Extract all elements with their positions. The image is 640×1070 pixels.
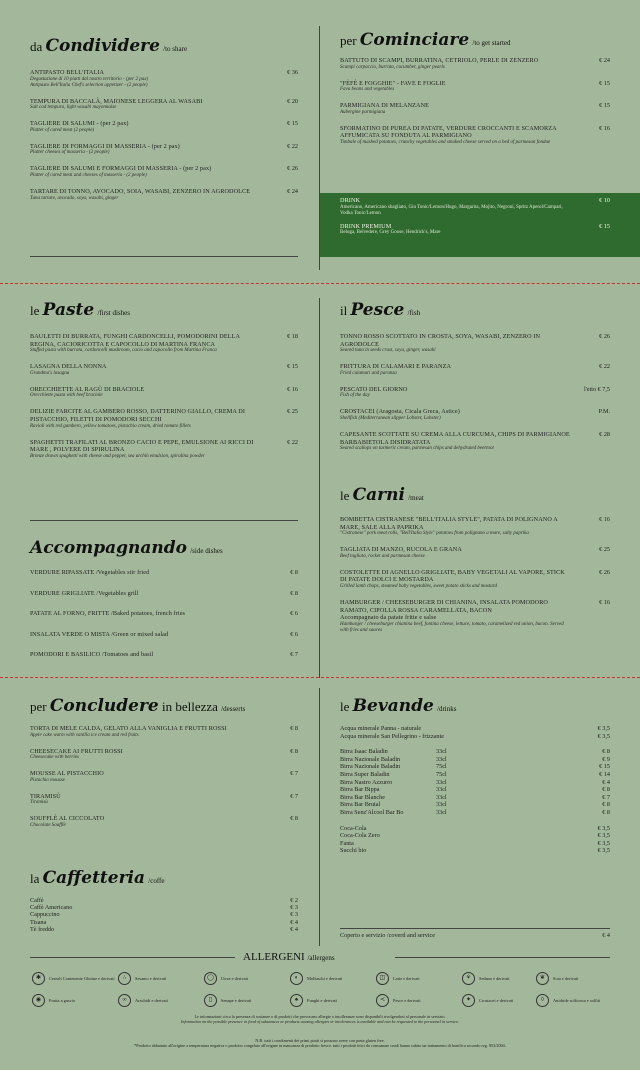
column-divider — [319, 298, 320, 678]
allergen-label: Soia e derivati — [553, 976, 579, 981]
menu-item — [30, 143, 298, 157]
section-title: le Carni /meat — [340, 485, 424, 505]
allergen-label: Uova e derivati — [221, 976, 249, 981]
item-name: MOUSSE AL PISTACCHIO — [30, 770, 104, 778]
beverage-price: € 8 — [602, 801, 610, 809]
beverage-item — [340, 809, 610, 817]
beverage-price: € 14 — [599, 770, 610, 778]
beverage-name: Birra Nazionale Baladin — [340, 755, 401, 763]
item-name: TAGLIERE DI SALUMI E FORMAGGI DI MASSERIA - (per 2 pax) — [30, 165, 212, 173]
menu-item — [340, 333, 610, 354]
item-name: LASAGNA DELLA NONNA — [30, 363, 107, 371]
item-name: FRITTURA DI CALAMARI E PARANZA — [340, 363, 452, 371]
menu-item — [30, 120, 298, 134]
mustard-icon: ▯ — [204, 994, 217, 1007]
beverage-size: 75cl — [436, 770, 447, 778]
coffee-name: Tè freddo — [30, 925, 55, 933]
beverage-item — [340, 801, 610, 809]
menu-item — [340, 80, 610, 94]
item-price: € 26 — [599, 568, 610, 576]
item-name: TAGLIERE DI FORMAGGI DI MASSERIA - (per 2 pax) — [30, 142, 180, 150]
item-description: Chocolate Soufflè — [30, 822, 66, 828]
menu-item — [30, 610, 298, 618]
crustacean-icon: ✦ — [462, 994, 475, 1007]
coffee-item — [30, 919, 298, 926]
allergen-label: Senape e derivati — [221, 998, 252, 1003]
allergen-item — [118, 994, 202, 1007]
dessert-section — [30, 698, 298, 829]
item-name: TAGLIERE DI SALUMI - (per 2 pax) — [30, 120, 129, 128]
beverage-size: 75cl — [436, 763, 447, 771]
item-name: CROSTACEI (Aragosta, Cicala Greca, Astice) — [340, 408, 460, 416]
item-name: VERDURE GRIGLIATE /Vegetables grill — [30, 589, 139, 597]
beverage-item — [340, 847, 610, 855]
item-price: € 24 — [599, 57, 610, 64]
item-name: PESCATO DEL GIORNO — [340, 385, 408, 393]
item-price: € 16 — [599, 598, 610, 606]
item-description: Timbale of mashed potatoes, crunchy vegetables and smoked cheese served on a bed of parmesan fondue — [340, 139, 551, 145]
allergen-item — [462, 972, 546, 985]
coffee-section — [30, 870, 298, 933]
item-description: Orecchiette pasta with beef braciole — [30, 393, 103, 399]
beverage-name: Coca-Cola Zero — [340, 832, 380, 840]
item-description: Americano, Americano sbagliato, Gin Tonic/Lemon/Hugo, Margarita, Mojito, Negroni, Spritz Aperol/Campari, Vodka Tonic/Lemon — [340, 204, 563, 216]
item-name: BOMBETTA CISTRANESE "BELL'ITALIA STYLE", PATATA DI POLIGNANO A MARE, SALE ALLA PAPRIKA — [340, 516, 558, 531]
item-price: € 18 — [287, 333, 298, 340]
section-title: Accompagnando /side dishes — [30, 538, 223, 558]
menu-item — [30, 188, 298, 202]
menu-item — [30, 651, 298, 659]
mushroom-icon: ♠ — [290, 994, 303, 1007]
item-price: € 8 — [290, 725, 298, 732]
section-rule — [340, 928, 610, 929]
beverage-item — [340, 786, 610, 794]
item-price: € 7 — [290, 651, 298, 659]
item-price: € 10 — [599, 197, 610, 204]
item-name: VERDURE RIPASSATE /Vegetables stir fried — [30, 569, 150, 576]
menu-item — [30, 69, 298, 89]
menu-item — [30, 793, 298, 807]
item-name: CHEESECAKE AI FRUTTI ROSSI — [30, 747, 123, 755]
allergen-label: Sesamo e derivati — [135, 976, 167, 981]
section-title: per Cominciare /to get started — [340, 30, 511, 50]
item-price: € 15 — [599, 222, 610, 230]
item-description: Platter of cured meat (2 people) — [30, 127, 95, 133]
menu-item — [30, 590, 298, 598]
fish-icon: ≺ — [376, 994, 389, 1007]
item-description: Hamburger / cheeseburger chianina beef, fontina cheese, lettuce, tomato, caramelized red onion, bacon. Served with fries and sauces — [340, 621, 564, 633]
item-name: Accompagnato da patate fritte e salse — [340, 614, 437, 622]
section-title: il Pesce /fish — [340, 300, 421, 320]
allergen-item — [290, 972, 374, 985]
item-description: Antipasto Bell'Italia Chef's selection appetizer - (2 people) — [30, 82, 148, 88]
item-description: Degustazione di 10 piatti dal nostro territorio - (per 2 pax) — [30, 76, 149, 82]
item-price: € 20 — [287, 97, 298, 105]
item-price: € 24 — [287, 187, 298, 195]
coffee-price: € 3 — [290, 911, 298, 919]
item-name: POMODORI E BASILICO /Tomatoes and basil — [30, 651, 154, 659]
allergen-label: Cereali Contenente Glutine e derivati — [49, 976, 115, 981]
nut-icon: ◉ — [32, 994, 45, 1007]
allergen-label: Arachidi e derivati — [135, 998, 168, 1003]
start-section — [340, 32, 610, 146]
item-description: Seared tuna in seeds crust, soya, ginger, wasabi — [340, 348, 436, 354]
beverages-section — [340, 698, 610, 855]
menu-item — [340, 223, 610, 237]
section-divider — [0, 283, 640, 284]
beverage-price: € 3,5 — [597, 839, 610, 847]
menu-item — [340, 197, 610, 217]
item-price: € 36 — [287, 69, 298, 76]
item-price: € 8 — [290, 589, 298, 597]
item-description: Fava beans and vegetables — [340, 87, 395, 93]
beverage-item — [340, 725, 610, 733]
item-name: DRINK — [340, 197, 361, 204]
beverage-name: Birra Isaac Baladin — [340, 748, 388, 756]
item-description: Apple cake warm with vanilla ice cream and red fruits — [30, 732, 139, 738]
share-section — [30, 38, 298, 202]
item-name: BAULETTI DI BURRATA, FUNGHI CARDONCELLI, POMODORINI DELLA REGINA, CACIORICOTTA E CAPOCOLLO DI MARTINA FRANCA — [30, 333, 240, 348]
beverage-name: Birra Super Baladin — [340, 770, 390, 778]
beverage-price: € 3,5 — [597, 725, 610, 732]
coffee-price: € 3 — [290, 904, 298, 912]
item-price: € 15 — [287, 120, 298, 128]
item-price: € 25 — [287, 408, 298, 416]
menu-item — [340, 516, 610, 537]
beverage-item — [340, 794, 610, 802]
menu-item — [30, 165, 298, 179]
item-name: DRINK PREMIUM — [340, 222, 392, 230]
item-name: PATATE AL FORNO, FRITTE /Baked potatoes, french fries — [30, 610, 186, 618]
item-price: € 26 — [287, 165, 298, 173]
item-description: Cheesecake with berries — [30, 755, 79, 761]
beverage-item — [340, 825, 610, 833]
item-name: BATTUTO DI SCAMPI, BURRATINA, CETRIOLO, PERLE DI ZENZERO — [340, 57, 539, 64]
beverage-price: € 8 — [602, 808, 610, 816]
beverage-item — [340, 748, 610, 756]
beverage-size: 33cl — [436, 755, 447, 763]
item-name: CAPESANTE SCOTTATE SU CREMA ALLA CURCUMA, CHIPS DI PARMIGIANOE BARBABIETOLA DISIDRATATA — [340, 430, 570, 446]
beverage-item — [340, 832, 610, 840]
allergen-item — [204, 972, 288, 985]
beverage-item — [340, 733, 610, 741]
item-price: € 15 — [599, 102, 610, 110]
item-description: Fried calamari and paranza — [340, 370, 397, 376]
beverage-size: 33cl — [436, 778, 447, 786]
celery-icon: ⚘ — [462, 972, 475, 985]
coffee-item — [30, 926, 298, 933]
item-description: Grilled lamb chops, steamed baby vegetables, sweet potato sticks and mustard — [340, 583, 498, 589]
item-name: TEMPURA DI BACCALÀ, MAIONESE LEGGERA AL WASABI — [30, 97, 203, 105]
allergen-rule-left — [30, 957, 235, 958]
sulphite-icon: ◊ — [536, 994, 549, 1007]
item-name: TONNO ROSSO SCOTTATO IN CROSTA, SOYA, WASABI, ZENZERO IN AGRODOLCE — [340, 333, 541, 348]
drinks-box — [320, 193, 640, 257]
footer-note: Le informazioni circa la presenza di sostanze o di prodotti che provocano allergie o intolleranze sono disponibili rivolgendosi al personale in servizio. Information on the possible presence in food of substances or products causing allergies or intolerances is available and can be requested to the personnel in service. — [180, 1014, 460, 1025]
item-price: € 15 — [287, 363, 298, 371]
column-divider — [319, 688, 320, 946]
beverage-name: Birra Nazionale Baladin — [340, 763, 401, 771]
beverage-price: € 7 — [602, 793, 610, 801]
menu-item — [30, 569, 298, 577]
beverage-item — [340, 763, 610, 771]
section-title: per Concludere in bellezza /desserts — [30, 696, 246, 716]
allergen-item — [32, 994, 116, 1007]
item-description: Stuffed pasta with burrata, cardoncelli mushroom, cacio and capocollo from Martina Franca — [30, 348, 217, 354]
beverage-item — [340, 756, 610, 764]
allergen-item — [536, 994, 626, 1007]
sides-section — [30, 540, 298, 659]
allergen-label: Pesce e derivati — [393, 998, 421, 1003]
item-price: € 25 — [599, 546, 610, 554]
item-price: € 22 — [287, 438, 298, 446]
beverage-name: Acqua minerale Panna - naturale — [340, 725, 422, 732]
item-description: Beluga, Belvedere, Grey Goose, Hendrick's, Mare — [340, 230, 441, 236]
allergen-label: Sedano e derivati — [479, 976, 510, 981]
menu-item — [340, 408, 610, 422]
item-description: Salt cod tempura, light wasabi mayonnaise — [30, 105, 117, 111]
item-name: INSALATA VERDE O MISTA /Green or mixed salad — [30, 630, 169, 638]
menu-item — [340, 363, 610, 377]
allergen-label: Funghi e derivati — [307, 998, 337, 1003]
menu-item — [30, 98, 298, 112]
item-price: € 22 — [287, 142, 298, 150]
item-price: € 8 — [290, 815, 298, 823]
allergen-item — [204, 994, 288, 1007]
beverage-item — [340, 779, 610, 787]
allergen-label: Latte e derivati — [393, 976, 420, 981]
section-rule — [30, 256, 298, 257]
item-price: P.M. — [598, 408, 610, 416]
beverage-name: Birra Bar Blanche — [340, 793, 386, 801]
menu-item — [30, 333, 298, 354]
item-price: € 6 — [290, 630, 298, 638]
meat-section — [340, 487, 610, 634]
soy-icon: ❦ — [536, 972, 549, 985]
coffee-price: € 4 — [290, 918, 298, 926]
item-price: € 15 — [599, 79, 610, 87]
beverage-price: € 9 — [602, 755, 610, 763]
menu-item — [340, 386, 610, 400]
beverage-item — [340, 771, 610, 779]
section-title: la Caffetteria /coffe — [30, 868, 165, 888]
cover-charge: Coperto e servizio /coverd and service € 4 — [340, 932, 610, 939]
item-description: Tuna tartare, avocado, soya, wasabi, ginger — [30, 195, 119, 201]
item-name: TAGLIATA DI MANZO, RUCOLA E GRANA — [340, 546, 462, 554]
allergen-item — [32, 972, 116, 985]
menu-item — [30, 386, 298, 400]
section-title: da Condividere /to share — [30, 36, 188, 56]
beverage-size: 33cl — [436, 748, 447, 756]
section-title: le Bevande /drinks — [340, 696, 457, 716]
allergen-item — [536, 972, 626, 985]
wheat-icon: ✱ — [32, 972, 45, 985]
beverage-size: 33cl — [436, 793, 447, 801]
menu-item — [340, 546, 610, 560]
item-price: € 26 — [599, 333, 610, 340]
egg-icon: ◯ — [204, 972, 217, 985]
item-description: Seared scallops on turmeric cream, parmesan chips and dehydrated beetroot — [340, 446, 494, 452]
item-name: SOUFFLÈ AL CICCOLATO — [30, 815, 105, 823]
item-description: Shellfish (Mediterranean slipper Lobster, Lobster) — [340, 415, 441, 421]
allergen-label: Anidride solforosa e solfiti — [553, 998, 601, 1003]
menu-item — [340, 57, 610, 71]
allergen-label: Frutta a guscio — [49, 998, 76, 1003]
beverage-price: € 4 — [602, 778, 610, 786]
item-name: HAMBURGER / CHEESEBURGER DI CHIANINA, INSALATA POMODORO RAMATO, CIPOLLA ROSSA CARAMELLATA, BACON — [340, 598, 548, 614]
menu-item — [340, 599, 610, 634]
allergen-item — [462, 994, 546, 1007]
item-price: € 7 — [290, 770, 298, 778]
beverage-price: € 3,5 — [597, 832, 610, 840]
item-description: Platter of cured meat and cheeses of masseria - (2 people) — [30, 172, 147, 178]
item-description: Ravioli with red gambero, yellow tomatoes, pistachio cream, dried tomato fillets — [30, 423, 191, 429]
item-description: Pistachio mousse — [30, 777, 65, 783]
coffee-name: Caffè — [30, 897, 44, 904]
beverage-price: € 8 — [602, 786, 610, 794]
beverage-name: Birra Bar Brutal — [340, 801, 381, 809]
item-description: Tiramisù — [30, 800, 48, 806]
allergen-rule-right — [395, 957, 610, 958]
allergens-title: ALLERGENI /allergens — [243, 951, 335, 963]
section-divider — [0, 677, 640, 678]
item-name: ANTIPASTO BELL'ITALIA — [30, 69, 105, 76]
item-name: DELIZIE FARCITE AL GAMBERO ROSSO, DATTERINO GIALLO, CREMA DI PISTACCHIO, FILETTI DI POMODORI SECCHI — [30, 408, 245, 423]
item-name: ORECCHIETTE AL RAGÙ DI BRACIOLE — [30, 385, 145, 393]
coffee-name: Caffè Americano — [30, 904, 73, 912]
coffee-price: € 2 — [290, 897, 298, 904]
item-name: PARMIGIANA DI MELANZANE — [340, 102, 430, 110]
menu-item — [30, 725, 298, 739]
beverage-name: Birra Bar Bippa — [340, 786, 380, 794]
menu-item — [30, 748, 298, 762]
menu-item — [30, 815, 298, 829]
allergen-label: Molluschi e derivati — [307, 976, 343, 981]
item-price: € 7 — [290, 792, 298, 800]
beverage-price: € 8 — [602, 748, 610, 756]
coffee-item — [30, 897, 298, 904]
item-name: COSTOLETTE DI AGNELLO GRIGLIATE, BABY VEGETALI AL VAPORE, STICK DI PATATE DOLCI E MOSTARDA — [340, 568, 565, 584]
menu-item — [340, 569, 610, 590]
allergen-item — [376, 994, 460, 1007]
item-price: € 8 — [290, 569, 298, 576]
item-price: € 8 — [290, 747, 298, 755]
beverage-size: 33cl — [436, 801, 447, 809]
section-title: le Paste /first dishes — [30, 300, 130, 320]
item-name: SFORMATINO DI PUREA DI PATATE, VERDURE CROCCANTI E SCAMORZA AFFUMICATA SU FONDUTA AL PARMIGIANO — [340, 124, 557, 140]
beverage-size: 33cl — [436, 808, 447, 816]
item-description: Aubergine parmigiana — [340, 109, 386, 115]
item-description: Bronze drawn spaghetti with cheese and pepper, sea urchin emulsion, spirulina powder — [30, 453, 205, 459]
beverage-name: Birra Nastro Azzurro — [340, 778, 393, 786]
sesame-icon: ∴ — [118, 972, 131, 985]
beverage-name: Birra Senz'Alcool Bar Bo — [340, 808, 404, 816]
allergen-item — [290, 994, 374, 1007]
item-description: Grandma's lasagna — [30, 370, 70, 376]
menu-item — [30, 770, 298, 784]
menu-item — [30, 631, 298, 639]
beverage-item — [340, 840, 610, 848]
item-price: € 22 — [599, 363, 610, 371]
beverage-price: € 3,5 — [597, 824, 610, 832]
footer-note-2: N.B. tutti i condimenti dei primi piatti si possono avere con pasta gluten free. *Prodotto abbattuto all'origine a temperatura negativa o prodotto congelato all'origine in mancanza di prodotto fresco. tutti i prodotti ittici da consumare crudi hanno subito un trattamento di bonifica secondo reg. 853/2004. — [134, 1038, 506, 1049]
item-price: € 28 — [599, 430, 610, 438]
item-price: € 16 — [599, 124, 610, 132]
menu-item — [30, 439, 298, 460]
allergen-label: Crostacei e derivati — [479, 998, 514, 1003]
item-price: € 6 — [290, 610, 298, 618]
allergen-item — [118, 972, 202, 985]
beverage-price: € 3,5 — [597, 847, 610, 855]
item-description: Platter cheeses of masseria - (2 people) — [30, 150, 110, 156]
beverage-size: 33cl — [436, 786, 447, 794]
coffee-price: € 4 — [290, 925, 298, 933]
shell-icon: ◐ — [290, 972, 303, 985]
menu-item — [340, 431, 610, 452]
item-name: "FÈFÈ E FOGGHIE" - FAVE E FOGLIE — [340, 79, 446, 87]
beverage-name: Coca-Cola — [340, 824, 367, 832]
fish-section — [340, 302, 610, 452]
peanut-icon: ∞ — [118, 994, 131, 1007]
menu-item — [340, 125, 610, 146]
menu-item — [30, 363, 298, 377]
coffee-name: Tisana — [30, 918, 47, 926]
coffee-item — [30, 904, 298, 911]
item-price: € 16 — [287, 385, 298, 393]
coffee-item — [30, 911, 298, 918]
coffee-name: Cappuccino — [30, 911, 60, 919]
beverage-price: € 15 — [599, 763, 610, 771]
item-price: l'etto € 7,5 — [583, 385, 610, 393]
item-description: Beef tagliata, rocket and parmesan cheese — [340, 553, 425, 559]
item-description: Fish of the day — [340, 393, 370, 399]
beverage-price: € 3,5 — [597, 732, 610, 740]
item-name: TORTA DI MELE CALDA, GELATO ALLA VANIGLIA E FRUTTI ROSSI — [30, 725, 227, 732]
menu-item — [340, 102, 610, 116]
item-name: TARTARE DI TONNO, AVOCADO, SOIA, WASABI, ZENZERO IN AGRODOLCE — [30, 187, 251, 195]
item-description: Scampi carpaccio, burrata, cucumber, ginger pearls — [340, 64, 445, 70]
item-price: € 16 — [599, 516, 610, 523]
pasta-section — [30, 302, 298, 460]
menu-item — [30, 408, 298, 429]
allergen-item — [376, 972, 460, 985]
beverage-name: Fanta — [340, 839, 354, 847]
item-name: SPAGHETTI TRAFILATI AL BRONZO CACIO E PEPE, EMULSIONE AI RICCI DI MARE , POLVERE DI SPIRULINA — [30, 438, 254, 454]
beverage-name: Succhi bio — [340, 847, 367, 855]
item-name: TIRAMISÙ — [30, 792, 61, 800]
beverage-name: Acqua minerale San Pellegrino - frizzante — [340, 732, 444, 740]
milk-icon: ◫ — [376, 972, 389, 985]
item-description: "Cistranese" pork meat rolls, "Bell'Italia Style" potatoes from polignano a mare, salty paprika — [340, 531, 529, 537]
section-rule — [30, 520, 298, 521]
